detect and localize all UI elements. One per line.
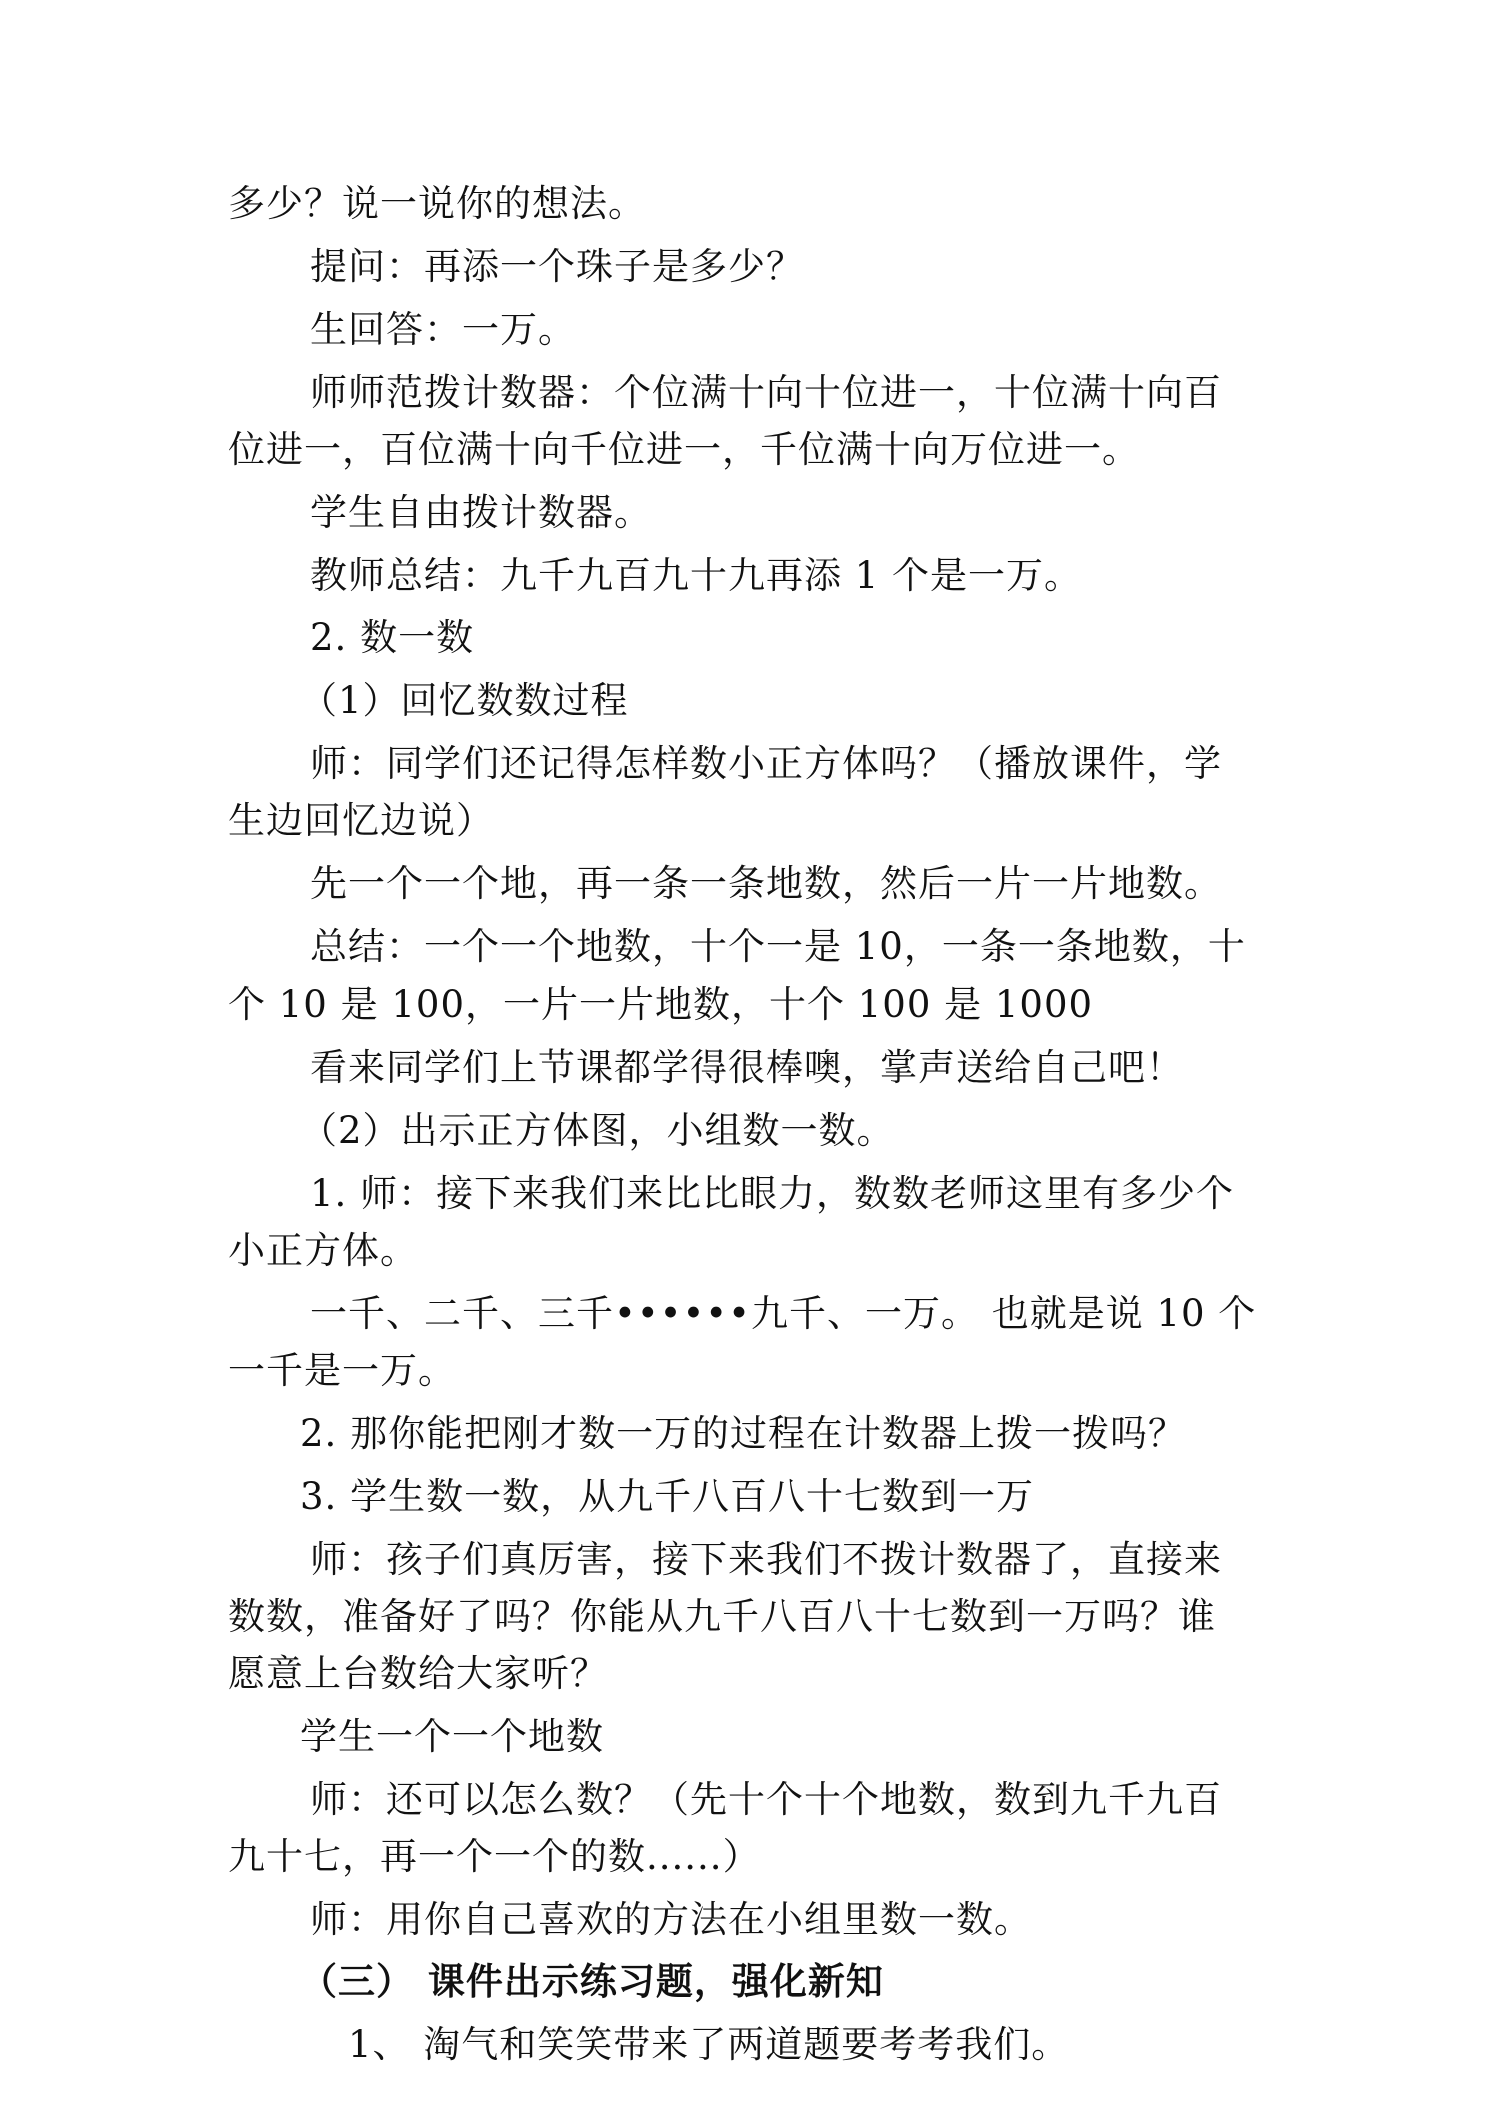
section-heading: 2. 数一数 xyxy=(310,616,475,659)
text-line: 多少？说一说你的想法。 xyxy=(228,182,646,225)
text-line: 师：同学们还记得怎样数小正方体吗？（播放课件，学 xyxy=(310,742,1222,785)
text-line: 师：孩子们真厉害，接下来我们不拨计数器了，直接来 xyxy=(310,1538,1222,1581)
text-line: 数数，准备好了吗？你能从九千八百八十七数到一万吗？谁 xyxy=(228,1595,1216,1638)
text-line: 个 10 是 100，一片一片地数，十个 100 是 1000 xyxy=(228,983,1094,1026)
text-line: 1. 师：接下来我们来比比眼力，数数老师这里有多少个 xyxy=(310,1172,1235,1215)
subsection-heading: （2）出示正方体图，小组数一数。 xyxy=(300,1109,895,1152)
text-line: 愿意上台数给大家听？ xyxy=(228,1652,608,1695)
text-line: 先一个一个地，再一条一条地数，然后一片一片地数。 xyxy=(310,862,1222,905)
text-line: 位进一，百位满十向千位进一，千位满十向万位进一。 xyxy=(228,428,1140,471)
text-line: 教师总结：九千九百九十九再添 1 个是一万。 xyxy=(310,554,1083,597)
text-line: 一千、二千、三千••••••九千、一万。 也就是说 10 个 xyxy=(310,1292,1257,1335)
text-line: 师：还可以怎么数？（先十个十个地数，数到九千九百 xyxy=(310,1778,1222,1821)
text-line: 学生自由拨计数器。 xyxy=(310,491,652,534)
text-line: 学生一个一个地数 xyxy=(300,1715,604,1758)
text-line: 1、 淘气和笑笑带来了两道题要考考我们。 xyxy=(348,2023,1070,2066)
text-line: 3. 学生数一数，从九千八百八十七数到一万 xyxy=(300,1475,1035,1518)
text-line: 一千是一万。 xyxy=(228,1349,456,1392)
text-line: 生回答：一万。 xyxy=(310,308,576,351)
text-line: 九十七，再一个一个的数......） xyxy=(228,1835,761,1878)
subsection-heading: （1）回忆数数过程 xyxy=(300,679,629,722)
text-line: 看来同学们上节课都学得很棒噢，掌声送给自己吧！ xyxy=(310,1046,1184,1089)
text-line: 提问：再添一个珠子是多少？ xyxy=(310,245,804,288)
text-line: 师师范拨计数器：个位满十向十位进一，十位满十向百 xyxy=(310,371,1222,414)
text-line: 师：用你自己喜欢的方法在小组里数一数。 xyxy=(310,1898,1032,1941)
text-line: 生边回忆边说） xyxy=(228,799,494,842)
text-line: 小正方体。 xyxy=(228,1229,418,1272)
text-line: 2. 那你能把刚才数一万的过程在计数器上拨一拨吗？ xyxy=(300,1412,1187,1455)
section-heading-bold: （三） 课件出示练习题，强化新知 xyxy=(300,1960,884,2003)
text-line: 总结：一个一个地数，十个一是 10，一条一条地数，十 xyxy=(310,925,1246,968)
